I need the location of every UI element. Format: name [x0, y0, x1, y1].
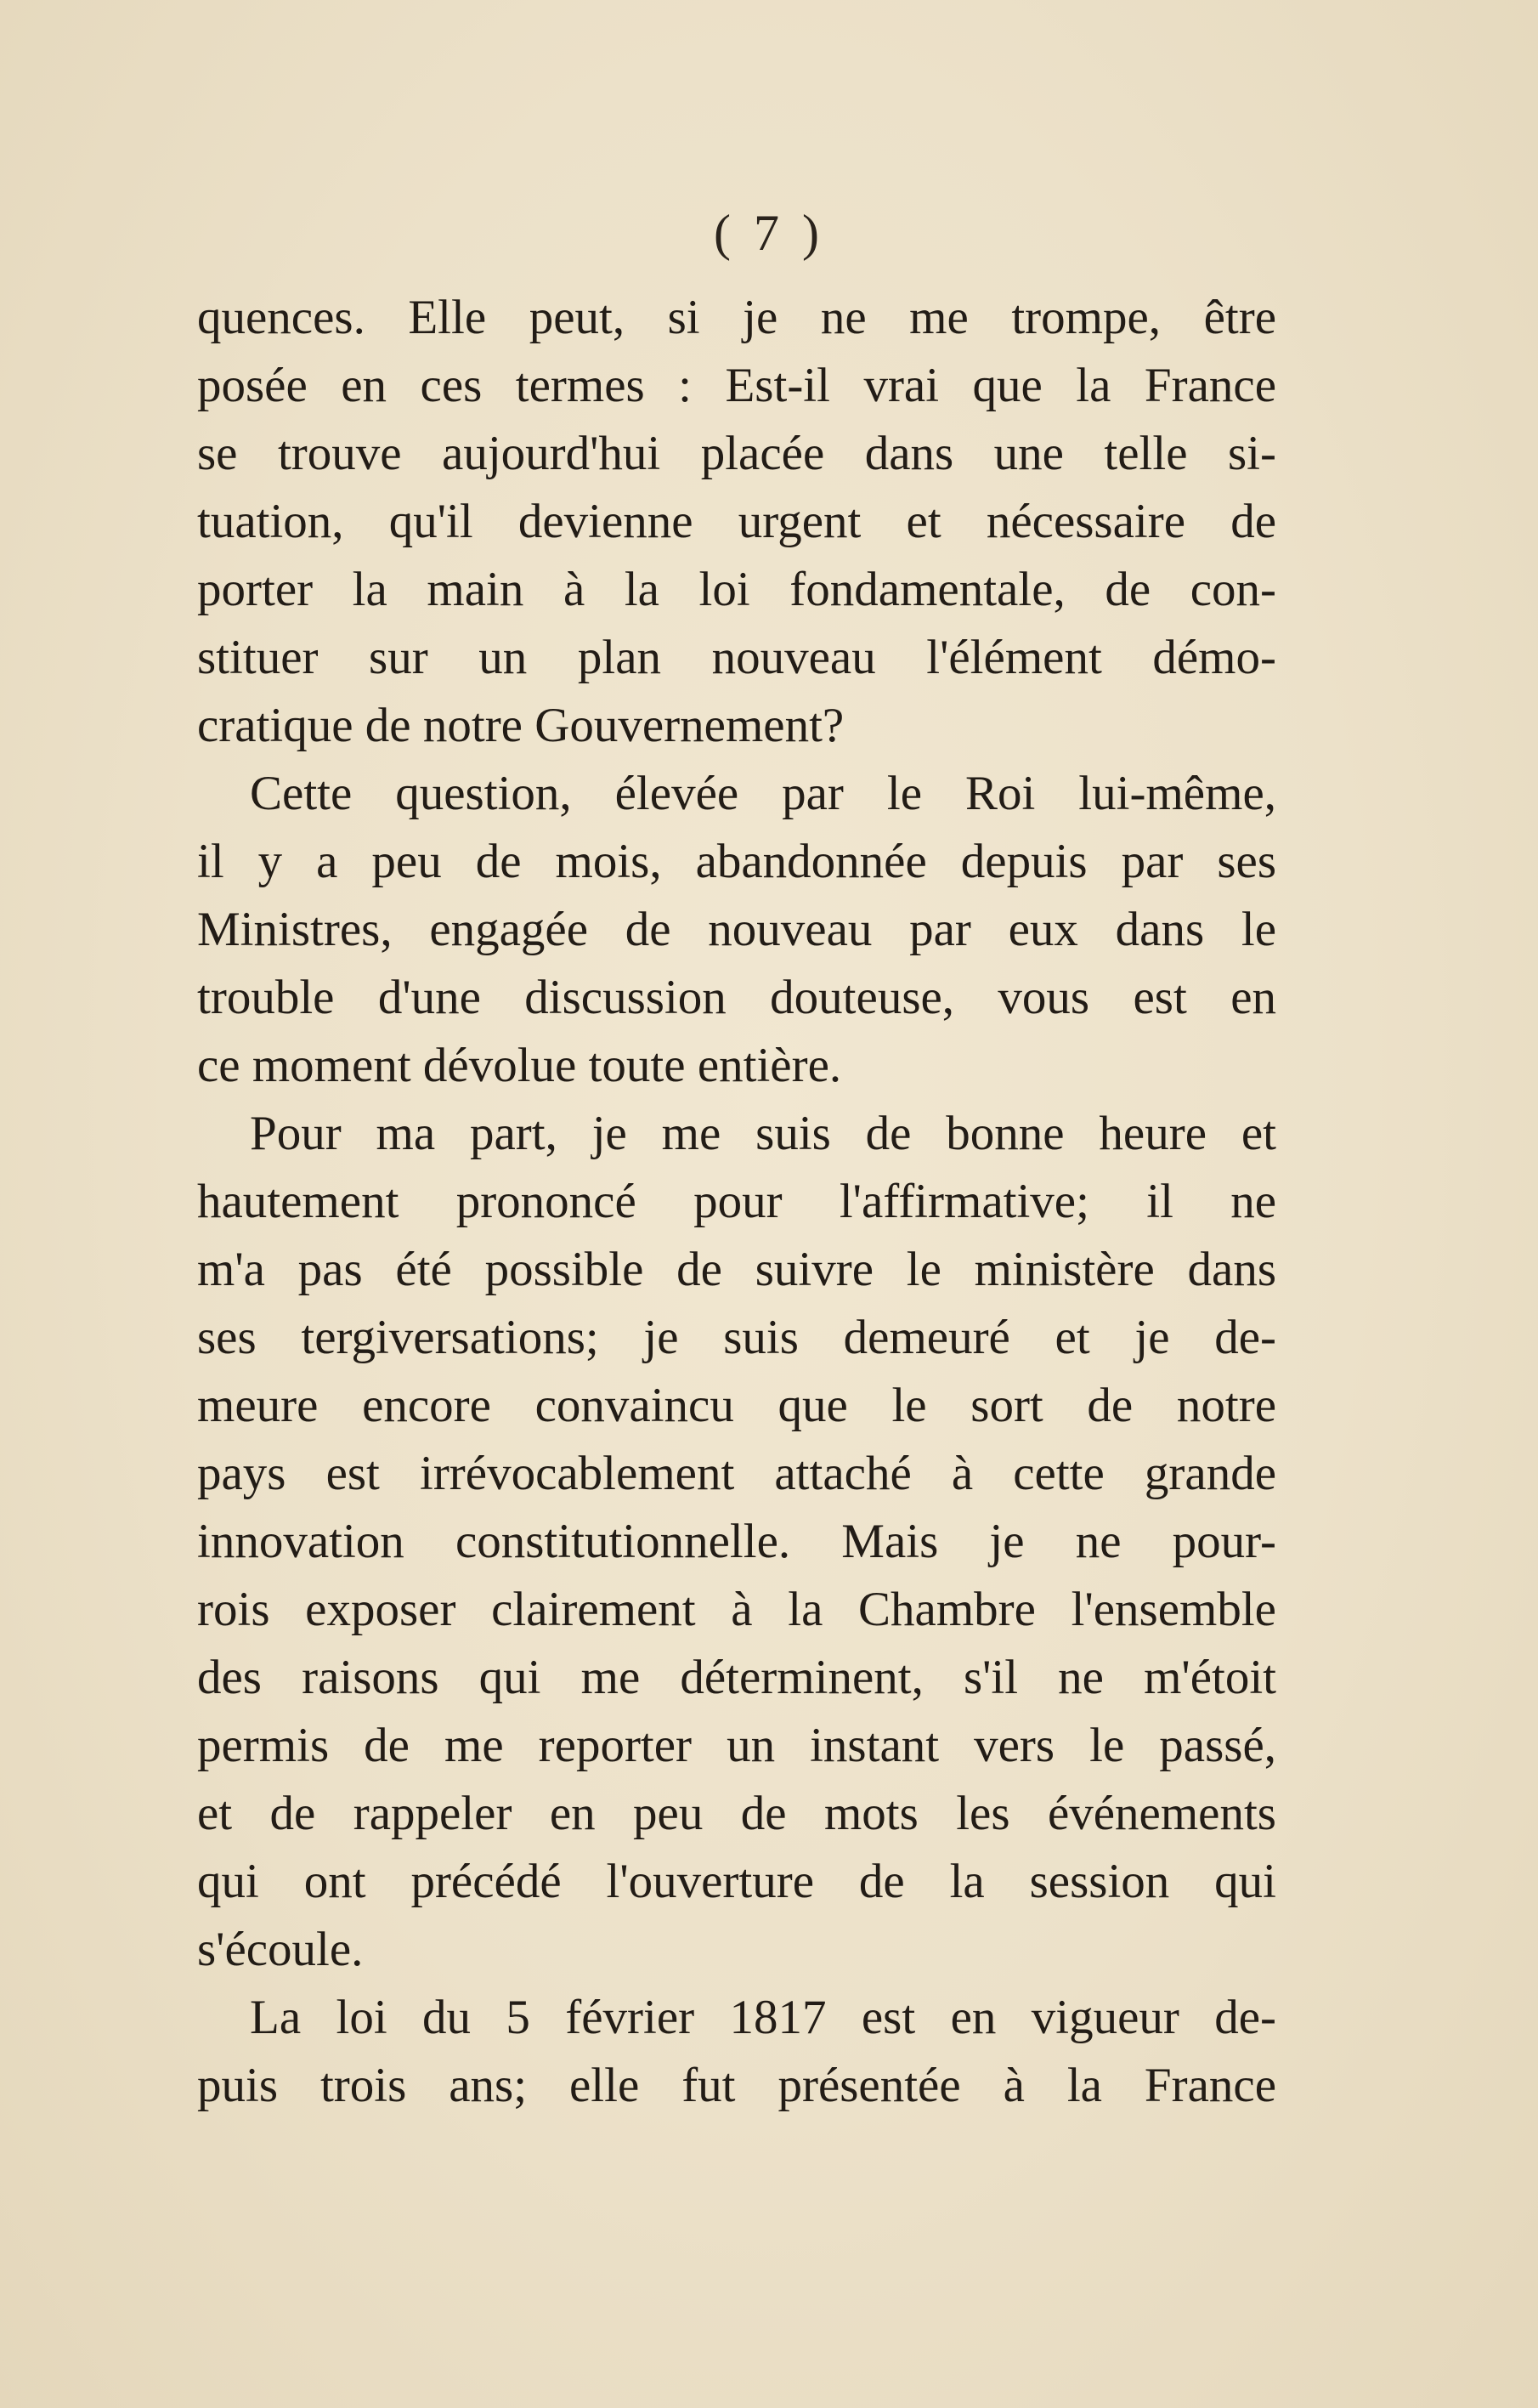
text-line: m'a pas été possible de suivre le ministère dans [197, 1243, 1276, 1296]
text-line: il y a peu de mois, abandonnée depuis par ses [197, 835, 1276, 888]
text-line: Pour ma part, je me suis de bonne heure et [250, 1107, 1276, 1160]
text-line: innovation constitutionnelle. Mais je ne pour- [197, 1515, 1276, 1568]
page-number: ( 7 ) [714, 205, 824, 261]
text-line: qui ont précédé l'ouverture de la session qui [197, 1855, 1276, 1908]
text-line: quences. Elle peut, si je ne me trompe, être [197, 291, 1276, 344]
text-line: hautement prononcé pour l'affirmative; il ne [197, 1175, 1276, 1228]
text-line: trouble d'une discussion douteuse, vous est en [197, 971, 1276, 1024]
text-line: Ministres, engagée de nouveau par eux dans le [197, 903, 1276, 956]
text-line: porter la main à la loi fondamentale, de con- [197, 563, 1276, 616]
text-line: posée en ces termes : Est-il vrai que la France [197, 359, 1276, 412]
body-text [197, 284, 1276, 2120]
text-line: ce moment dévolue toute entière. [197, 1039, 842, 1092]
text-line: des raisons qui me déterminent, s'il ne m'étoit [197, 1651, 1276, 1704]
text-line: Cette question, élevée par le Roi lui-même, [250, 767, 1276, 820]
text-line: permis de me reporter un instant vers le passé, [197, 1719, 1276, 1772]
text-line: rois exposer clairement à la Chambre l'ensemble [197, 1583, 1276, 1636]
text-line: s'écoule. [197, 1923, 364, 1976]
text-line: stituer sur un plan nouveau l'élément démo- [197, 631, 1276, 684]
text-line: se trouve aujourd'hui placée dans une telle si- [197, 427, 1276, 480]
text-line: et de rappeler en peu de mots les événements [197, 1787, 1276, 1840]
text-line: puis trois ans; elle fut présentée à la France [197, 2059, 1276, 2112]
text-line: cratique de notre Gouvernement? [197, 699, 845, 752]
text-line: ses tergiversations; je suis demeuré et je de- [197, 1311, 1276, 1364]
text-line: pays est irrévocablement attaché à cette grande [197, 1447, 1276, 1500]
text-line: La loi du 5 février 1817 est en vigueur de- [250, 1991, 1276, 2044]
text-line: meure encore convaincu que le sort de notre [197, 1379, 1276, 1432]
text-line: tuation, qu'il devienne urgent et nécessaire de [197, 495, 1276, 548]
